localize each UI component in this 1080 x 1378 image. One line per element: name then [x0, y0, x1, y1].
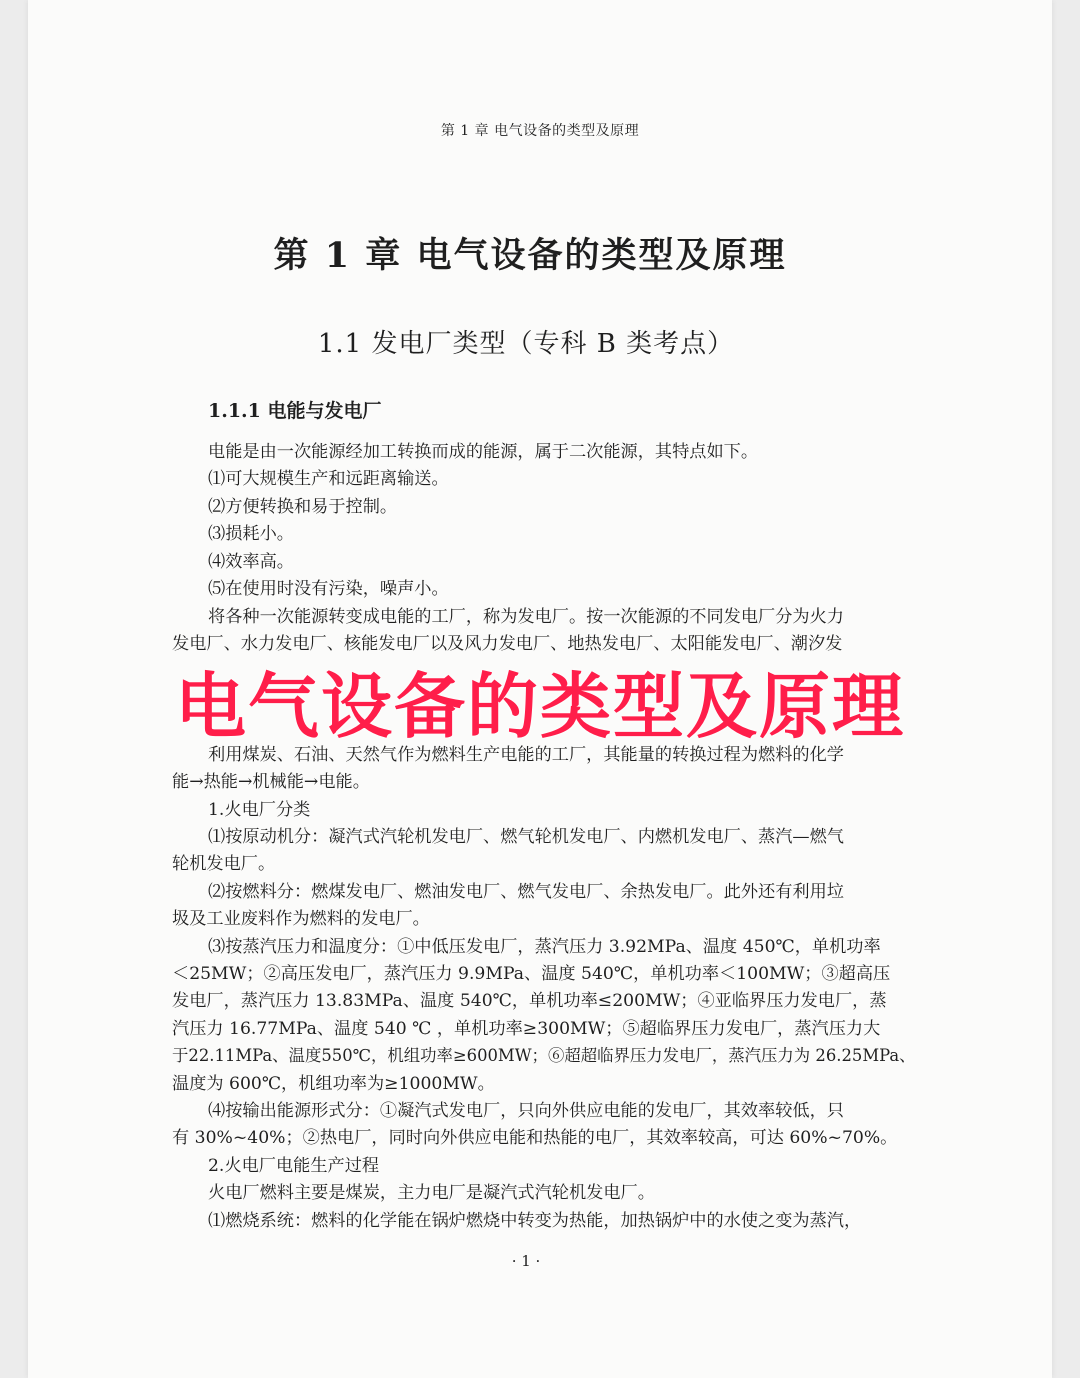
- body-line: ⑵方便转换和易于控制。: [208, 497, 398, 517]
- body-line: ＜25MW；②高压发电厂，蒸汽压力 9.9MPa、温度 540℃，单机功率＜100MW；③超高压: [172, 964, 891, 984]
- body-line: 电能是由一次能源经加工转换而成的能源，属于二次能源，其特点如下。: [208, 442, 759, 462]
- subsection-title: 1.1.1 电能与发电厂: [208, 400, 382, 422]
- body-line: ⑸在使用时没有污染，噪声小。: [208, 579, 449, 599]
- body-line: 圾及工业废料作为燃料的发电厂。: [172, 909, 430, 929]
- body-line: 汽压力 16.77MPa、温度 540 ℃ ，单机功率≥300MW；⑤超临界压力发电厂，蒸汽压力大: [172, 1019, 881, 1039]
- body-line: ⑶损耗小。: [208, 524, 294, 544]
- body-line: 发电厂，蒸汽压力 13.83MPa、温度 540℃，单机功率≤200MW；④亚临界压力发电厂，蒸: [172, 991, 887, 1011]
- body-line: 于22.11MPa、温度550℃，机组功率≥600MW；⑥超超临界压力发电厂，蒸汽压力为 26.25MPa、: [172, 1046, 916, 1065]
- body-line: 利用煤炭、石油、天然气作为燃料生产电能的工厂，其能量的转换过程为燃料的化学: [208, 745, 844, 765]
- chapter-title: 第 1 章 电气设备的类型及原理: [273, 235, 787, 276]
- body-line: ⑷按输出能源形式分：①凝汽式发电厂，只向外供应电能的发电厂，其效率较低，只: [208, 1101, 844, 1121]
- body-line: 1.火电厂分类: [208, 800, 311, 820]
- body-line: 将各种一次能源转变成电能的工厂，称为发电厂。按一次能源的不同发电厂分为火力: [208, 607, 844, 627]
- body-line: ⑷效率高。: [208, 552, 294, 572]
- body-line: 有 30%~40%；②热电厂，同时向外供应电能和热能的电厂，其效率较高，可达 60%~70%。: [172, 1128, 898, 1148]
- body-line: ⑵按燃料分：燃煤发电厂、燃油发电厂、燃气发电厂、余热发电厂。此外还有利用垃: [208, 882, 844, 902]
- body-line: ⑴燃烧系统：燃料的化学能在锅炉燃烧中转变为热能，加热锅炉中的水使之变为蒸汽，: [208, 1211, 862, 1231]
- running-header: 第 1 章 电气设备的类型及原理: [440, 123, 640, 139]
- overlay-title: 电气设备的类型及原理: [174, 665, 905, 748]
- page-number: · 1 ·: [511, 1252, 541, 1270]
- body-line: ⑴按原动机分：凝汽式汽轮机发电厂、燃气轮机发电厂、内燃机发电厂、蒸汽—燃气: [208, 827, 844, 847]
- body-line: ⑶按蒸汽压力和温度分：①中低压发电厂，蒸汽压力 3.92MPa、温度 450℃，单机功率: [208, 937, 881, 957]
- body-line: 2.火电厂电能生产过程: [208, 1156, 380, 1176]
- body-line: 发电厂、水力发电厂、核能发电厂以及风力发电厂、地热发电厂、太阳能发电厂、潮汐发: [172, 634, 843, 654]
- body-line: 温度为 600℃，机组功率为≥1000MW。: [172, 1074, 495, 1094]
- body-line: 火电厂燃料主要是煤炭，主力电厂是凝汽式汽轮机发电厂。: [208, 1183, 655, 1203]
- body-line: 能→热能→机械能→电能。: [172, 772, 370, 792]
- body-line: ⑴可大规模生产和远距离输送。: [208, 469, 449, 489]
- body-line: 轮机发电厂。: [172, 854, 276, 874]
- section-title: 1.1 发电厂类型（专科 B 类考点）: [317, 329, 735, 359]
